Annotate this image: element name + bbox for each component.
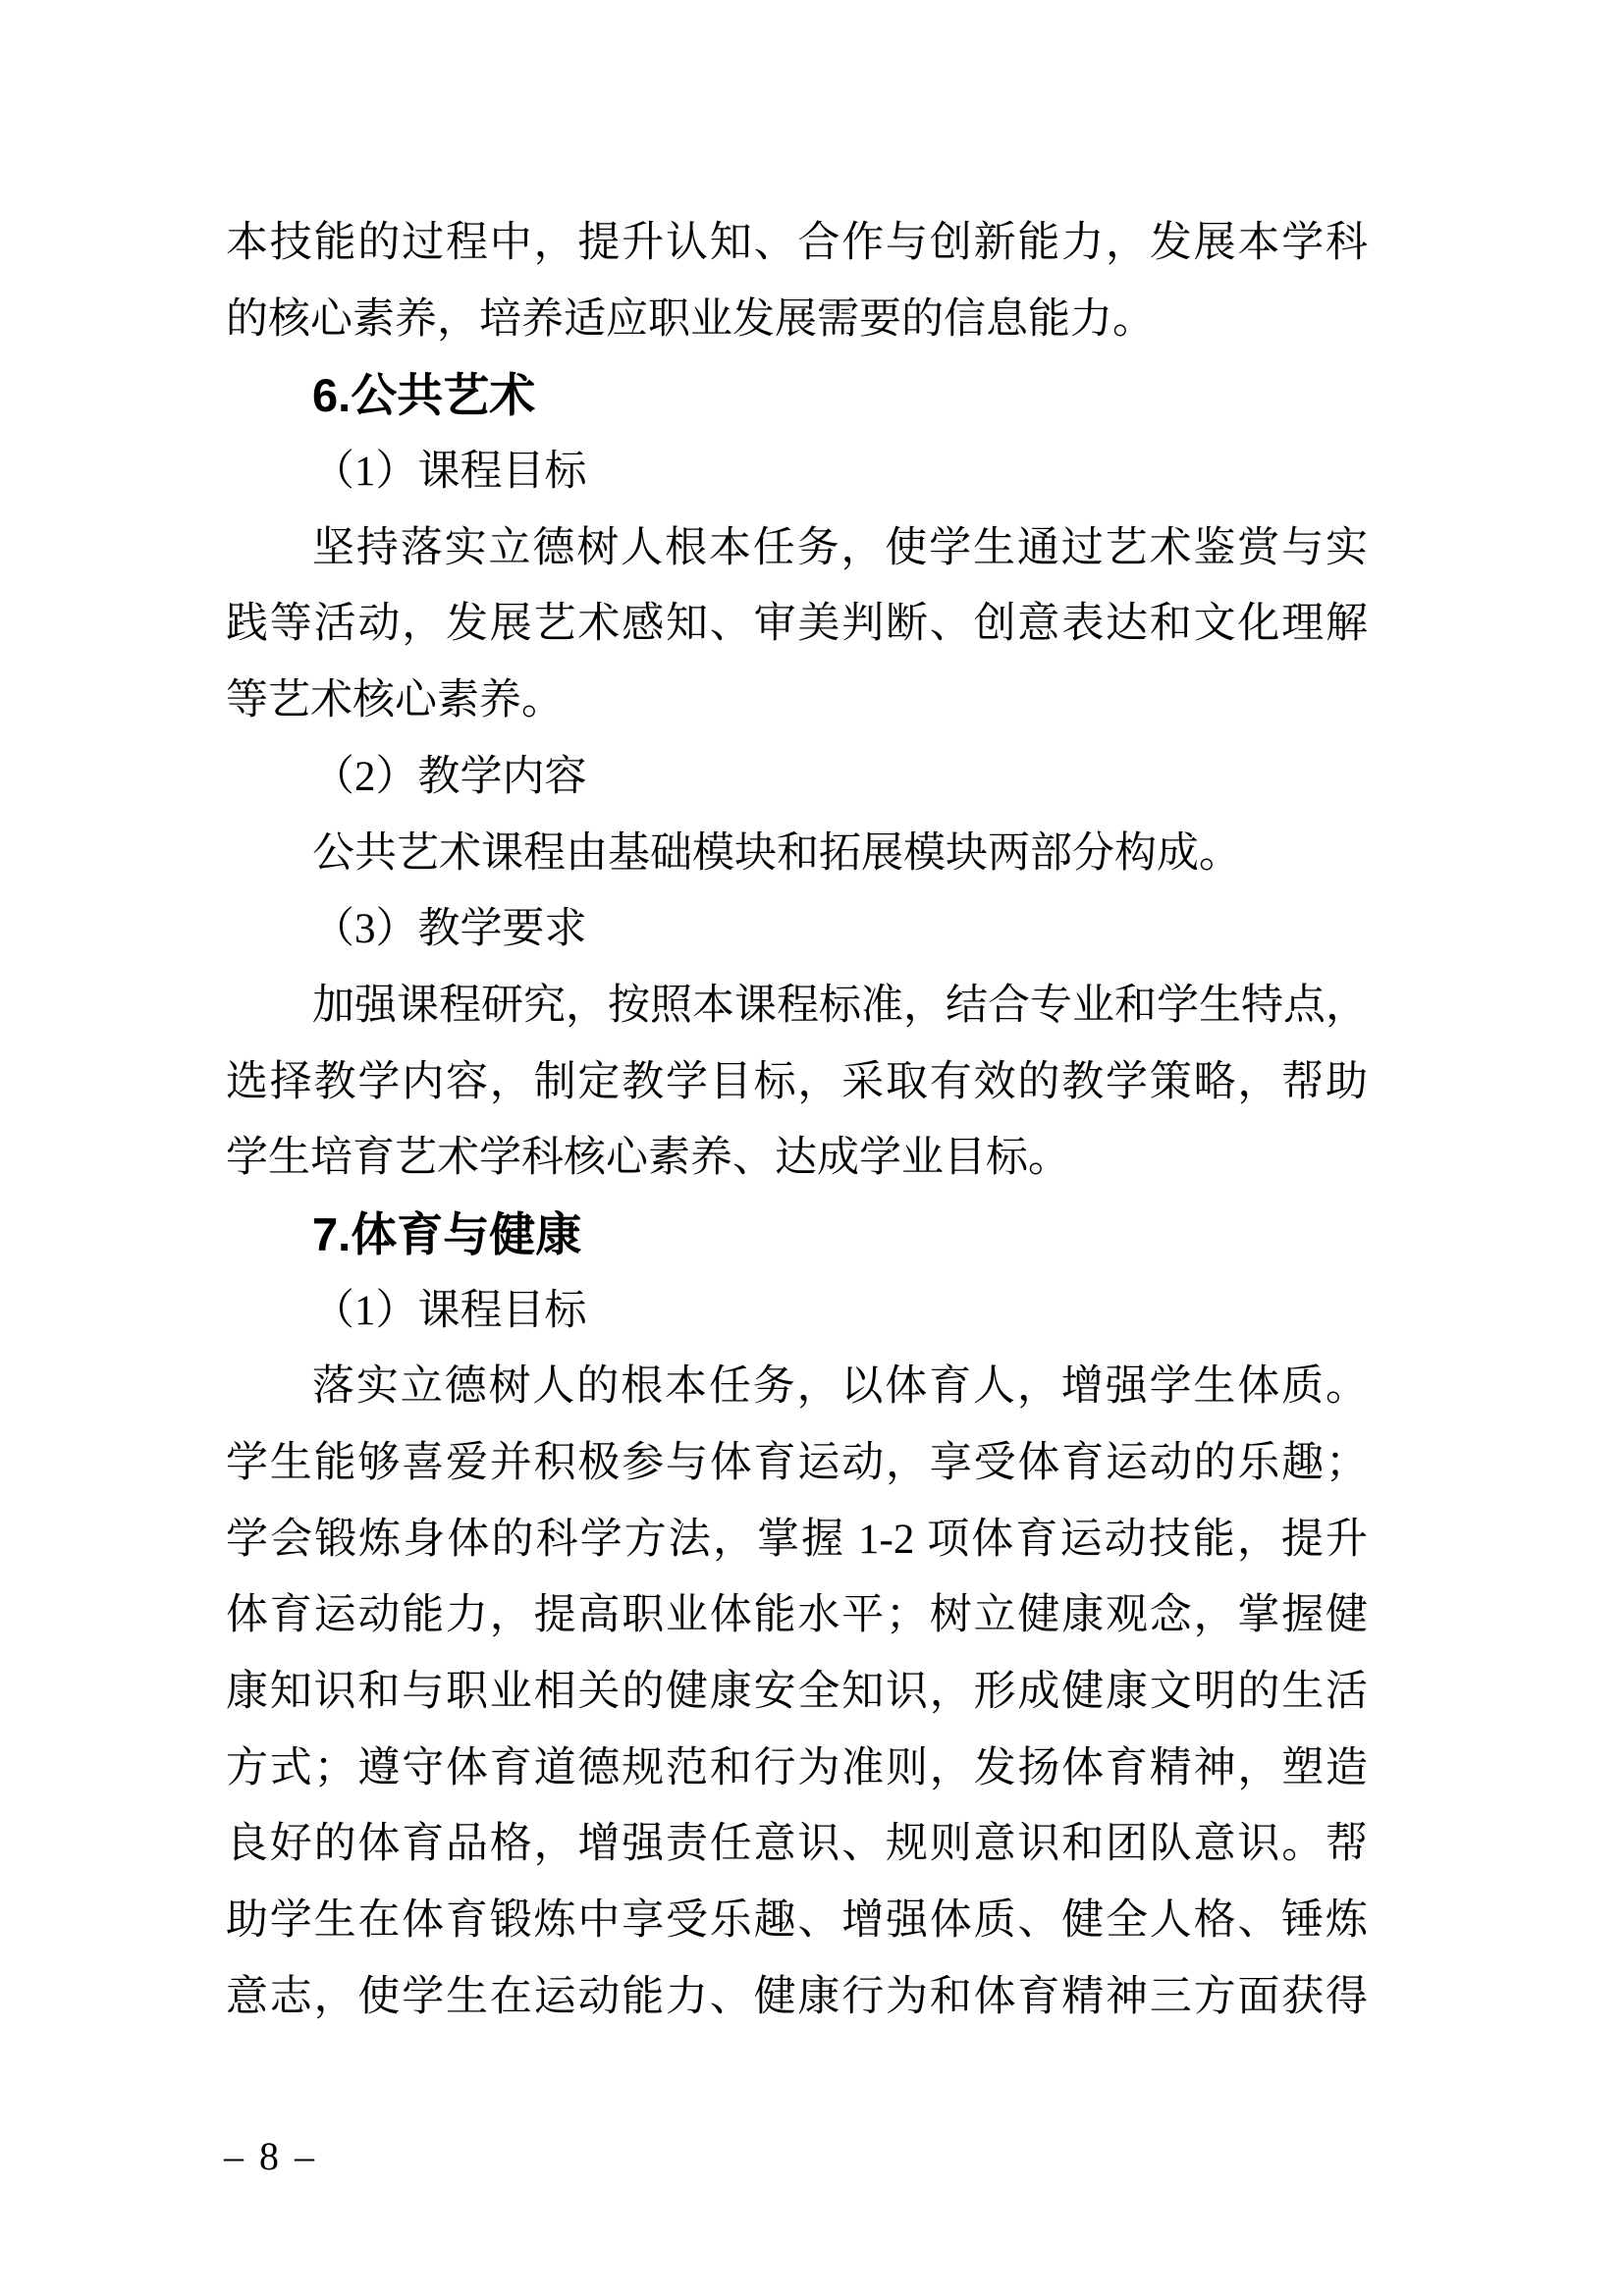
paragraph-line: 选择教学内容，制定教学目标，采取有效的教学策略，帮助 bbox=[226, 1058, 1368, 1105]
subsection-heading: （2）教学内容 bbox=[312, 753, 587, 800]
paragraph-line: 践等活动，发展艺术感知、审美判断、创意表达和文化理解 bbox=[226, 601, 1368, 648]
text-block bbox=[226, 205, 1368, 2036]
section-7-heading: 7.体育与健康 bbox=[312, 1207, 582, 1260]
paragraph-line: 助学生在体育锻炼中享受乐趣、增强体质、健全人格、锤炼 bbox=[226, 1897, 1368, 1945]
paragraph-line: 等艺术核心素养。 bbox=[226, 677, 564, 724]
paragraph-line: 体育运动能力，提高职业体能水平；树立健康观念，掌握健 bbox=[226, 1592, 1368, 1639]
subsection-heading: （3）教学要求 bbox=[312, 906, 587, 953]
paragraph-line: 学生能够喜爱并积极参与体育运动，享受体育运动的乐趣； bbox=[226, 1440, 1368, 1486]
paragraph-line: 良好的体育品格，增强责任意识、规则意识和团队意识。帮 bbox=[226, 1821, 1368, 1868]
paragraph-line: 意志，使学生在运动能力、健康行为和体育精神三方面获得 bbox=[226, 1973, 1368, 2020]
paragraph-line: 落实立德树人的根本任务，以体育人，增强学生体质。 bbox=[312, 1363, 1368, 1411]
paragraph-line: 坚持落实立德树人根本任务，使学生通过艺术鉴赏与实 bbox=[312, 524, 1368, 571]
page-number: – 8 – bbox=[224, 2134, 317, 2178]
paragraph-line: 学生培育艺术学科核心素养、达成学业目标。 bbox=[226, 1135, 1070, 1182]
paragraph-line: 学会锻炼身体的科学方法，掌握 1-2 项体育运动技能，提升 bbox=[226, 1516, 1368, 1563]
paragraph-line: 加强课程研究，按照本课程标准，结合专业和学生特点， bbox=[312, 982, 1368, 1029]
subsection-heading: （1）课程目标 bbox=[312, 1287, 587, 1334]
subsection-heading: （1）课程目标 bbox=[312, 449, 587, 496]
paragraph-line: 公共艺术课程由基础模块和拓展模块两部分构成。 bbox=[312, 829, 1241, 877]
section-6-heading: 6.公共艺术 bbox=[312, 369, 536, 422]
paragraph-line: 康知识和与职业相关的健康安全知识，形成健康文明的生活 bbox=[226, 1669, 1368, 1716]
paragraph-line: 方式；遵守体育道德规范和行为准则，发扬体育精神，塑造 bbox=[226, 1744, 1368, 1791]
paragraph-line: 本技能的过程中，提升认知、合作与创新能力，发展本学科 bbox=[226, 220, 1368, 266]
paragraph-line: 的核心素养，培养适应职业发展需要的信息能力。 bbox=[226, 295, 1155, 343]
